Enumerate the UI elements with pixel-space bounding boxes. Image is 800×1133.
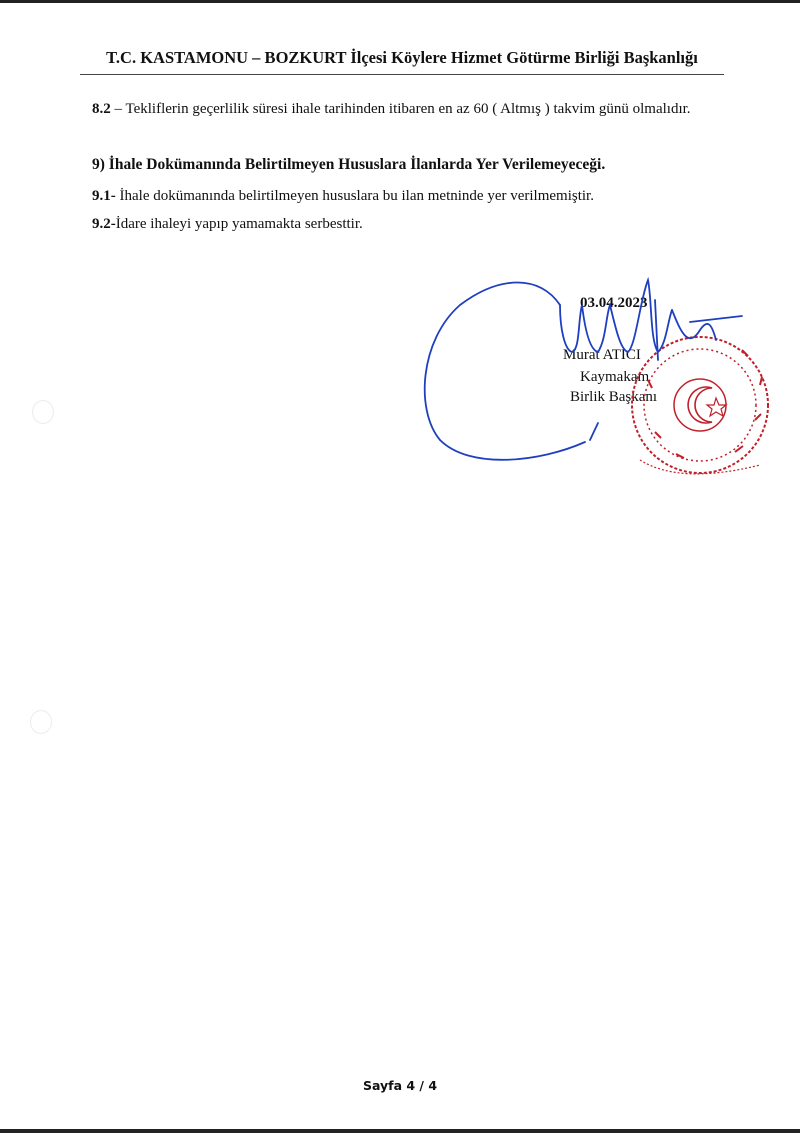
clause-number: 9.2-	[92, 216, 116, 232]
paragraph-9-2	[92, 211, 714, 237]
binder-hole	[30, 710, 52, 734]
signature-date: 03.04.2023	[580, 295, 648, 311]
signatory-role: Birlik Başkanı	[570, 389, 658, 405]
binder-hole	[32, 400, 54, 424]
paragraph-8-2	[92, 96, 714, 122]
clause-text: İhale dokümanında belirtilmeyen hususlara bu ilan metninde yer verilmemiştir.	[115, 188, 594, 204]
header-divider	[80, 74, 724, 75]
clause-text: İdare ihaleyi yapıp yamamakta serbesttir.	[115, 216, 363, 232]
document-header-title: T.C. KASTAMONU – BOZKURT İlçesi Köylere Hizmet Götürme Birliği Başkanlığı	[106, 48, 698, 67]
signatory-name: Murat ATICI	[563, 347, 641, 363]
page-bottom-edge	[0, 1129, 800, 1133]
clause-number: 9.1-	[92, 188, 116, 204]
clause-number: 8.2	[92, 101, 111, 117]
section-heading-9: 9) İhale Dokümanında Belirtilmeyen Hususlara İlanlarda Yer Verilemeyeceği.	[92, 156, 606, 173]
signatory-title: Kaymakam	[580, 369, 650, 385]
page-top-edge	[0, 0, 800, 3]
page-number: Sayfa 4 / 4	[362, 1078, 438, 1093]
paragraph-9-1	[92, 183, 714, 209]
clause-text: – Tekliflerin geçerlilik süresi ihale tarihinden itibaren en az 60 ( Altmış ) takvim günü olmalıdır.	[110, 101, 691, 117]
